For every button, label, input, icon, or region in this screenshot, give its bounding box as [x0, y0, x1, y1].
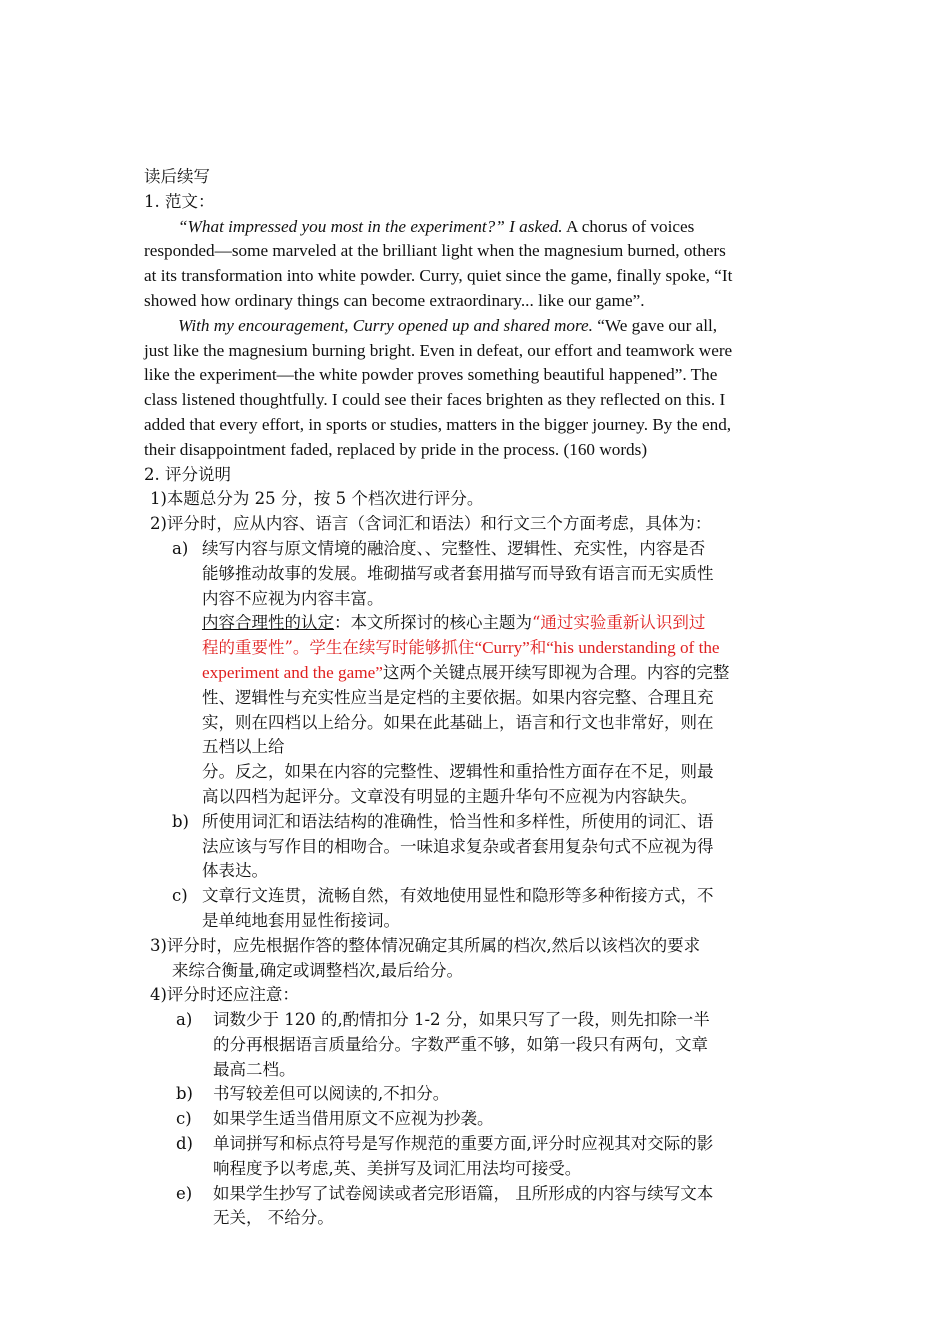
note-c — [144, 1107, 806, 1132]
note-a-line-3: 最高二档。 — [213, 1059, 296, 1079]
rule-2: 2)评分时，应从内容、语言（含词汇和语法）和行文三个方面考虑，具体为： — [150, 514, 712, 534]
criterion-b-line-1: 所使用词汇和语法结构的准确性，恰当性和多样性，所使用的词汇、语 — [202, 811, 714, 831]
criterion-a-line-6-text: 这两个关键点展开续写即视为合理。内容的完整 — [382, 662, 730, 682]
criterion-a-line-9: 五档以上给 — [202, 737, 285, 757]
section-1-title — [144, 190, 806, 215]
note-a-line-1: 词数少于 120 的,酌情扣分 1-2 分，如果只写了一段，则先扣除一半 — [213, 1010, 710, 1030]
paragraph-1-line-1 — [144, 215, 806, 240]
criterion-a-line-1: 续写内容与原文情境的融洽度、、完整性、逻辑性、充实性，内容是否 — [202, 538, 706, 558]
paragraph-1-line-1-rest: A chorus of voices — [562, 216, 695, 236]
paragraph-2-line-4: class listened thoughtfully. I could see their faces brighten as they reflected on this. I — [144, 390, 726, 410]
criterion-a-label: a) — [172, 538, 189, 558]
model-essay-paragraph-2 — [144, 314, 806, 463]
note-a-line-2: 的分再根据语言质量给分。字数严重不够，如第一段只有两句，文章 — [213, 1034, 708, 1054]
content-rationality-heading: 内容合理性的认定 — [202, 613, 334, 633]
criterion-a-line-11: 高以四档为起评分。文章没有明显的主题升华句不应视为内容缺失。 — [202, 786, 697, 806]
paragraph-2-line-1-rest: “We gave our all, — [592, 315, 718, 335]
criterion-a-line-3: 内容不应视为内容丰富。 — [202, 588, 384, 608]
rule-1: 1)本题总分为 25 分，按 5 个档次进行评分。 — [150, 489, 484, 509]
paragraph-2-line-1 — [144, 314, 806, 339]
note-d-label: d) — [176, 1134, 193, 1154]
criterion-b — [144, 810, 806, 884]
paragraph-1-line-3: at its transformation into white powder. Curry, quiet since the game, finally spoke, “It — [144, 266, 733, 286]
paragraph-2-line-2: just like the magnesium burning bright. Even in defeat, our effort and teamwork were — [144, 340, 733, 360]
paragraph-2-opening: With my encouragement, Curry opened up and shared more. — [178, 315, 593, 335]
key-point-understanding-cont: experiment and the game” — [202, 662, 383, 682]
note-e — [144, 1182, 806, 1232]
section-2-title — [144, 463, 806, 488]
criterion-c — [144, 884, 806, 934]
criterion-b-line-2: 法应该与写作目的相吻合。一味追求复杂或者套用复杂句式不应视为得 — [202, 836, 714, 856]
section-1-label: 范文： — [165, 191, 215, 211]
criterion-a-line-7: 性、逻辑性与充实性应当是定档的主要依据。如果内容完整、合理且充 — [202, 687, 714, 707]
key-point-curry: “Curry” — [474, 638, 530, 658]
criterion-b-label: b) — [172, 811, 189, 831]
paragraph-2-line-5: added that every effort, in sports or studies, matters in the bigger journey. By the end, — [144, 414, 732, 434]
criterion-a-line-4 — [202, 611, 806, 636]
model-essay-paragraph-1 — [144, 215, 806, 314]
core-theme-highlight-2: 程的重要性”。学生在续写时能够抓住 — [202, 638, 475, 658]
key-point-understanding: “his understanding of the — [546, 638, 720, 658]
criterion-c-label: c) — [172, 886, 188, 906]
section-2-number: 2. — [144, 464, 160, 484]
note-e-line-2: 无关， 不给分。 — [213, 1208, 334, 1228]
core-theme-highlight-1: “通过实验重新认识到过 — [532, 613, 706, 633]
criterion-a — [144, 537, 806, 810]
paragraph-2-line-3: like the experiment—the white powder proves something beautiful happened”. The — [144, 365, 718, 385]
document-body — [144, 165, 806, 1231]
note-e-line-1: 如果学生抄写了试卷阅读或者完形语篇， 且所形成的内容与续写文本 — [213, 1183, 714, 1203]
criterion-a-line-5 — [202, 636, 806, 661]
criterion-a-line-4-text: ：本文所探讨的核心主题为 — [334, 613, 532, 633]
section-1-number: 1. — [144, 191, 160, 211]
rule-3-line-1: 3)评分时，应先根据作答的整体情况确定其所属的档次,然后以该档次的要求 — [150, 935, 701, 955]
paragraph-1-line-2: responded—some marveled at the brilliant light when the magnesium burned, others — [144, 241, 726, 261]
note-b — [144, 1082, 806, 1107]
note-a — [144, 1008, 806, 1082]
note-e-label: e) — [176, 1183, 193, 1203]
criterion-c-line-1: 文章行文连贯，流畅自然，有效地使用显性和隐形等多种衔接方式，不 — [202, 886, 714, 906]
criterion-a-line-6 — [202, 661, 806, 686]
paragraph-2-line-6: their disappointment faded, replaced by pride in the process. (160 words) — [144, 439, 648, 459]
rule-3-line-2: 来综合衡量,确定或调整档次,最后给分。 — [172, 960, 463, 980]
note-b-line-1: 书写较差但可以阅读的,不扣分。 — [213, 1084, 450, 1104]
note-d-line-1: 单词拼写和标点符号是写作规范的重要方面,评分时应视其对交际的影 — [213, 1134, 714, 1154]
note-c-line-1: 如果学生适当借用原文不应视为抄袭。 — [213, 1109, 494, 1129]
note-d-line-2: 响程度予以考虑,英、美拼写及词汇用法均可接受。 — [213, 1158, 582, 1178]
criterion-a-line-8: 实，则在四档以上给分。如果在此基础上，语言和行文也非常好，则在 — [202, 712, 714, 732]
criterion-a-line-2: 能够推动故事的发展。堆砌描写或者套用描写而导致有语言而无实质性 — [202, 563, 714, 583]
note-c-label: c) — [176, 1109, 192, 1129]
criterion-a-line-10: 分。反之，如果在内容的完整性、逻辑性和重拾性方面存在不足，则最 — [202, 762, 714, 782]
document-heading: 读后续写 — [144, 167, 210, 186]
criterion-b-line-3: 体表达。 — [202, 861, 268, 881]
paragraph-1-opening: “What impressed you most in the experiment?” I asked. — [178, 216, 563, 236]
note-a-label: a) — [176, 1010, 193, 1030]
note-b-label: b) — [176, 1084, 193, 1104]
note-d — [144, 1132, 806, 1182]
paragraph-1-line-4: showed how ordinary things can become extraordinary... like our game”. — [144, 290, 645, 310]
rule-4: 4)评分时还应注意： — [150, 985, 299, 1005]
section-2-label: 评分说明 — [165, 464, 231, 484]
key-point-connector: 和 — [529, 638, 547, 658]
criterion-c-line-2: 是单纯地套用显性衔接词。 — [202, 910, 400, 930]
